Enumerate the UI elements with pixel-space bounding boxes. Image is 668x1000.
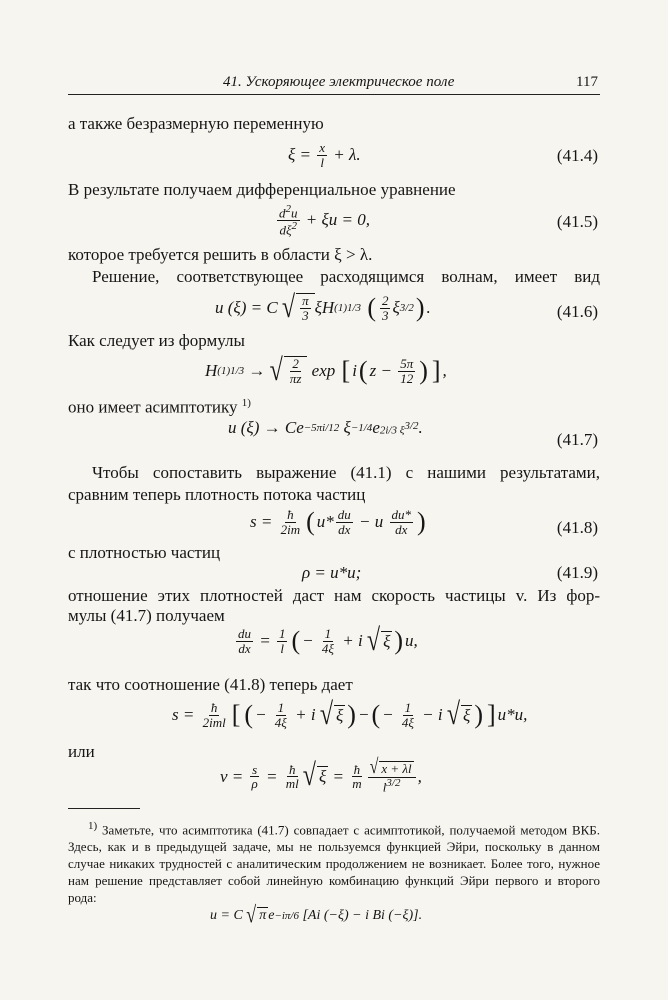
paragraph-or: или — [68, 742, 95, 761]
equation-derivative: $\frac{du}{dx}$ = $\frac{1}{l}$ ( − $\frac{1}{4\xi}$ + i √ ξ ) u, — [238, 623, 418, 658]
equation-number: (41.6) — [556, 302, 598, 321]
paragraph-velocity-b: мулы (41.7) получаем — [68, 606, 225, 625]
equation-number: (41.5) — [556, 212, 598, 231]
paragraph-intro: а также безразмерную переменную — [68, 114, 324, 133]
equation-flux: s = $\frac{ħ}{2im}$ ( u* $\frac{du}{dx}$ − u $\frac{du*}{dx}$ ) — [250, 506, 426, 537]
equation-number: (41.7) — [556, 430, 598, 449]
equation-density: ρ = u*u; — [302, 563, 362, 582]
paragraph-density: с плотностью частиц — [68, 543, 221, 562]
paragraph-velocity-a: отношение этих плотностей даст нам скорость частицы v. Из фор- — [68, 586, 600, 605]
equation-number: (41.9) — [556, 563, 598, 582]
equation-airy: $\frac{d^2u}{d\xi^2}$ + ξu = 0, — [279, 203, 370, 238]
footnote-marker: 1) — [241, 397, 251, 409]
equation-xi: ξ = $\frac{x}{l}$ + λ. — [288, 140, 361, 170]
paragraph-solution: Решение, соответствующее расходящимся волнам, имеет вид — [92, 267, 600, 286]
paragraph-asymptotic: оно имеет асимптотику $^{1)}$ — [68, 397, 251, 417]
paragraph-compare-a: Чтобы сопоставить выражение (41.1) с нашими результатами, — [92, 463, 600, 482]
page-number: 117 — [576, 74, 598, 90]
equation-airy-combination: u = C √ π e −iπ/6 [Ai (−ξ) − i Bi (−ξ)]. — [210, 901, 423, 928]
equation-flux-result: s = $\frac{ħ}{\text{2iml}}$ [ ( − $\frac{1}{4\xi}$ + i √ ξ ) − ( − $\frac{1}{4\xi}$ − i √ ξ ) ] u*u, — [172, 697, 528, 732]
footnote-rule — [68, 808, 140, 809]
equation-asymptotic: u (ξ) → Ce −5πi/12 ξ −1/4 e 2i/3 $\xi^{3/2}$ . — [228, 418, 423, 437]
equation-number: (41.4) — [556, 146, 598, 165]
footnote-marker: 1) — [88, 820, 98, 832]
paragraph-diffeq: В результате получаем дифференциальное уравнение — [68, 180, 456, 199]
paragraph-gives: так что соотношение (41.8) теперь дает — [68, 675, 353, 694]
running-header — [68, 72, 600, 95]
paragraph-compare-b: сравним теперь плотность потока частиц — [68, 485, 366, 504]
equation-velocity: v = $\frac{s}{\rho}$ = $\frac{ħ}{ml}$ √ ξ = $\frac{ħ}{m}$ √ x + λl $l^{3/2}$ , — [220, 756, 422, 795]
equation-solution: u (ξ) = C √ $\frac{\pi}{3}$ ξH (1) 1/3 ( $\frac{2}{3}$ ξ 3/2 ) . — [215, 290, 431, 325]
footnote — [68, 818, 600, 906]
footnote-text: Заметьте, что асимптотика (41.7) совпадает с асимптотикой, получаемой методом ВКБ. Здесь, как и в предыдущей задаче, мы не пользуемся функцией Эйри, поскольку в данном случае никаких трудностей с аналитическим продолжением не возникает. Более того, нужное нам решение представляет собой линейную комбинацию функций Эйри первого и второго рода: — [68, 822, 600, 906]
equation-hankel-asymptotic: H (1) 1/3 → √ $\frac{2}{\pi z}$ exp [ i ( z − $\frac{5\pi}{12}$ ) ] , — [205, 353, 447, 388]
header-title: 41. Ускоряющее электрическое поле — [223, 74, 455, 90]
paragraph-region: которое требуется решить в области ξ > λ. — [68, 245, 373, 264]
equation-number: (41.8) — [556, 518, 598, 537]
paragraph-formula: Как следует из формулы — [68, 331, 245, 350]
